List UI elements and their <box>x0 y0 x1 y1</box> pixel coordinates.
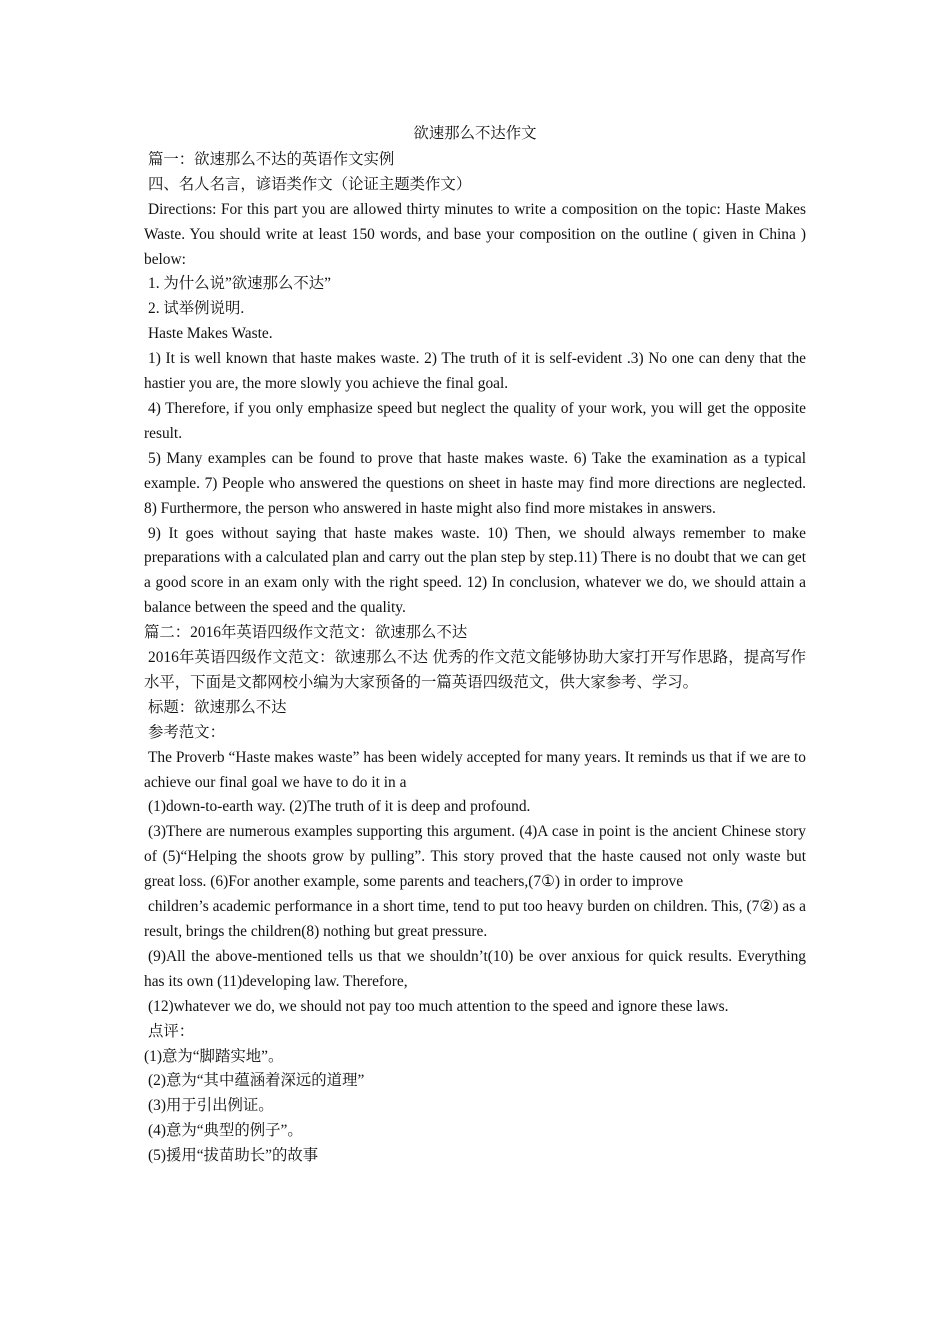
paragraph: 篇一：欲速那么不达的英语作文实例 <box>148 150 395 168</box>
paragraph: (9)All the above-mentioned tells us that we shouldn’t(10) be over anxious for quick results. Everything has its own (11)developing law. Therefore, <box>144 947 806 990</box>
paragraph: (12)whatever we do, we should not pay too much attention to the speed and ignore these laws. <box>148 997 729 1015</box>
paragraph: 2. 试举例说明. <box>148 300 245 318</box>
paragraph: (5)援用“拔苗助长”的故事 <box>148 1147 319 1165</box>
paragraph: (3)There are numerous examples supporting this argument. (4)A case in point is the ancient Chinese story of (5)“Helping the shoots grow by pulling”. This story proved that the haste caused not only waste but great loss. (6)For another example, some parents and teachers,(7①) in order to improve <box>144 823 806 891</box>
paragraph: (2)意为“其中蕴涵着深远的道理” <box>148 1072 365 1090</box>
paragraph: 篇二：2016年英语四级作文范文：欲速那么不达 <box>144 624 468 642</box>
document-body <box>144 148 806 1169</box>
paragraph: 4) Therefore, if you only emphasize speed but neglect the quality of your work, you will get the opposite result. <box>144 399 806 442</box>
paragraph: (1)down-to-earth way. (2)The truth of it is deep and profound. <box>148 798 531 816</box>
paragraph: 标题：欲速那么不达 <box>148 698 287 716</box>
paragraph: 1) It is well known that haste makes waste. 2) The truth of it is self-evident .3) No one can deny that the hastier you are, the more slowly you achieve the final goal. <box>144 350 806 393</box>
document-title: 欲速那么不达作文 <box>413 125 537 142</box>
paragraph: 5) Many examples can be found to prove that haste makes waste. 6) Take the examination as a typical example. 7) People who answered the questions on sheet in haste may find more directions are neglected. 8) Furthermore, the person who answered in haste might also find more mistakes in answers. <box>144 449 806 517</box>
paragraph: 9) It goes without saying that haste makes waste. 10) Then, we should always remember to make preparations with a calculated plan and carry out the plan step by step.11) There is no doubt that we can get a good score in an exam only with the right speed. 12) In conclusion, whatever we do, we should attain a balance between the speed and the quality. <box>144 524 806 617</box>
paragraph: 点评： <box>148 1022 195 1040</box>
paragraph: children’s academic performance in a short time, tend to put too heavy burden on children. This, (7②) as a result, brings the children(8) nothing but great pressure. <box>144 898 806 940</box>
paragraph: The Proverb “Haste makes waste” has been widely accepted for many years. It reminds us that if we are to achieve our final goal we have to do it in a <box>144 748 806 791</box>
paragraph: 2016年英语四级作文范文：欲速那么不达 优秀的作文范文能够协助大家打开写作思路，提高写作水平，下面是文都网校小编为大家预备的一篇英语四级范文，供大家参考、学习。 <box>144 649 806 691</box>
paragraph: 参考范文： <box>148 723 225 741</box>
paragraph: Haste Makes Waste. <box>148 325 273 343</box>
paragraph: (3)用于引出例证。 <box>148 1097 274 1115</box>
paragraph: (1)意为“脚踏实地”。 <box>144 1047 284 1065</box>
paragraph: 四、名人名言，谚语类作文（论证主题类作文） <box>148 175 472 193</box>
paragraph: (4)意为“典型的例子”。 <box>148 1122 303 1140</box>
paragraph: Directions: For this part you are allowed thirty minutes to write a composition on the topic: Haste Makes Waste. You should write at least 150 words, and base your composition on the outline ( given in China ) below: <box>144 200 806 268</box>
document-page <box>144 122 806 1169</box>
paragraph: 1. 为什么说”欲速那么不达” <box>148 275 331 293</box>
